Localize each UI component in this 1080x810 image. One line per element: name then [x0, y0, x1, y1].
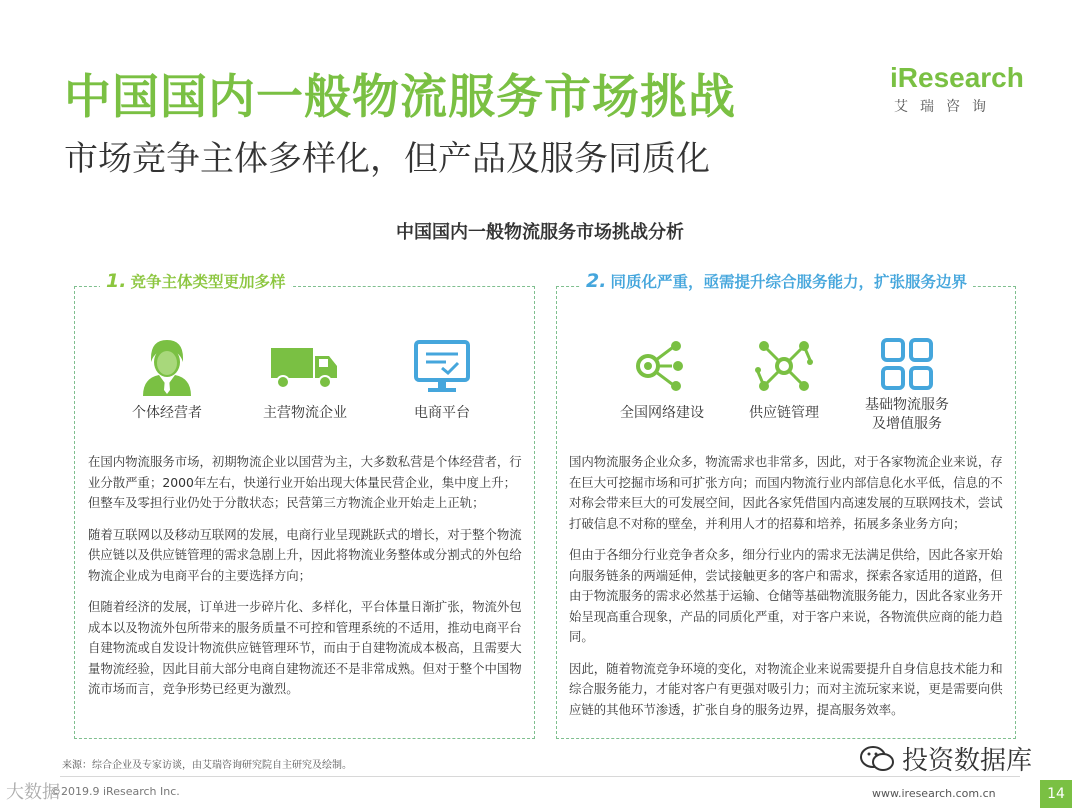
- icon-label-services-line2: 及增值服务: [872, 416, 942, 432]
- right-paragraph: 国内物流服务企业众多，物流需求也非常多，因此，对于各家物流企业来说，存在巨大可挖掘市场和可扩张方向；而国内物流行业内部信息化水平低，信息的不对称会带来巨大的可发展空间，因此各家凭借国内高速发展的互联网技术，尝试打破信息不对称的壁垒，并利用人才的招募和培养，拓展多条业务方向；: [569, 454, 1003, 531]
- icon-item-individual: [107, 336, 227, 423]
- watermark-left-text: 大数据: [6, 782, 60, 803]
- icon-item-ecommerce: [382, 336, 502, 423]
- left-panel-number: 1.: [106, 270, 127, 292]
- wechat-icon: [860, 745, 894, 780]
- source-note: 来源：综合企业及专家访谈，由艾瑞咨询研究院自主研究及绘制。: [62, 760, 352, 771]
- icon-label-individual: 个体经营者: [132, 405, 202, 421]
- right-text-block: [569, 452, 1007, 731]
- icon-label-supply-chain: 供应链管理: [749, 405, 819, 421]
- icon-item-services: [847, 336, 967, 434]
- icon-item-network: [602, 336, 722, 423]
- truck-icon: [269, 336, 341, 396]
- right-paragraph: 但由于各细分行业竞争者众多，细分行业内的需求无法满足供给，因此各家开始向服务链条的两端延伸，尝试接触更多的客户和需求，探索各家适用的道路，但由于物流服务的需求必然基于运输、仓储等基础物流服务能力，因此各家业务开始呈现高重合现象，产品的同质化严重，对于客户来说，各物流供应商的能力趋同。: [569, 547, 1003, 644]
- copyright: ©2019.9 iResearch Inc.: [50, 785, 180, 798]
- website-link[interactable]: www.iresearch.com.cn: [872, 787, 996, 800]
- icon-label-logistics: 主营物流企业: [263, 405, 347, 421]
- page-title: 中国国内一般物流服务市场挑战: [64, 70, 736, 125]
- iresearch-logo: [890, 62, 1030, 116]
- person-icon: [139, 336, 195, 396]
- logo-brand: iResearch: [890, 62, 1024, 93]
- page-number: 14: [1040, 780, 1072, 808]
- icon-label-services-line1: 基础物流服务: [865, 397, 949, 413]
- logo-sub: 艾瑞咨询: [894, 99, 998, 115]
- left-paragraph: 随着互联网以及移动互联网的发展，电商行业呈现跳跃式的增长，对于整个物流供应链以及供应链管理的需求急剧上升，因此将物流业务整体或分割式的外包给物流企业成为电商平台的主要选择方向；: [88, 526, 522, 583]
- left-text-block: [88, 452, 524, 711]
- right-panel-title-text: 同质化严重，亟需提升综合服务能力，扩张服务边界: [610, 273, 967, 291]
- monitor-icon: [412, 336, 472, 396]
- icon-item-supply-chain: [724, 336, 844, 423]
- watermark-right: [860, 740, 1032, 780]
- left-paragraph: 但随着经济的发展，订单进一步碎片化、多样化，平台体量日渐扩张，物流外包成本以及物流外包所带来的服务质量不可控和管理系统的不适用，推动电商平台自建物流或自发设计物流供应链管理环节，而由于自建物流成本极高，且需要大量物流经验，因此目前大部分电商自建物流还不是非常成熟。但对于整个中国物流市场而言，竞争形势已经更为激烈。: [88, 599, 522, 696]
- panel-heading: 中国国内一般物流服务市场挑战分析: [396, 222, 684, 243]
- left-panel-title-text: 竞争主体类型更加多样: [130, 273, 286, 291]
- right-panel-title: [580, 270, 973, 292]
- left-panel-title: [100, 270, 291, 292]
- watermark-right-text: 投资数据库: [902, 746, 1033, 776]
- left-paragraph: 在国内物流服务市场，初期物流企业以国营为主，大多数私营是个体经营者，行业分散严重；2000年左右，快递行业开始出现大体量民营企业，集中度上升；但整车及零担行业仍处于分散状态；民营第三方物流企业开始走上正轨；: [88, 454, 522, 510]
- supply-chain-icon: [754, 336, 814, 396]
- icon-label-ecommerce: 电商平台: [414, 405, 470, 421]
- right-panel-number: 2.: [586, 270, 607, 292]
- page-subtitle: 市场竞争主体多样化，但产品及服务同质化: [64, 139, 710, 179]
- right-paragraph: 因此，随着物流竞争环境的变化，对物流企业来说需要提升自身信息技术能力和综合服务能力，才能对客户有更强对吸引力；而对主流玩家来说，更是需要向供应链的其他环节渗透，扩张自身的服务边界，提高服务效率。: [569, 660, 1003, 717]
- services-grid-icon: [879, 336, 935, 392]
- watermark-left: [6, 778, 60, 804]
- network-icon: [632, 336, 692, 396]
- icon-label-network: 全国网络建设: [620, 405, 704, 421]
- icon-item-logistics: [245, 336, 365, 423]
